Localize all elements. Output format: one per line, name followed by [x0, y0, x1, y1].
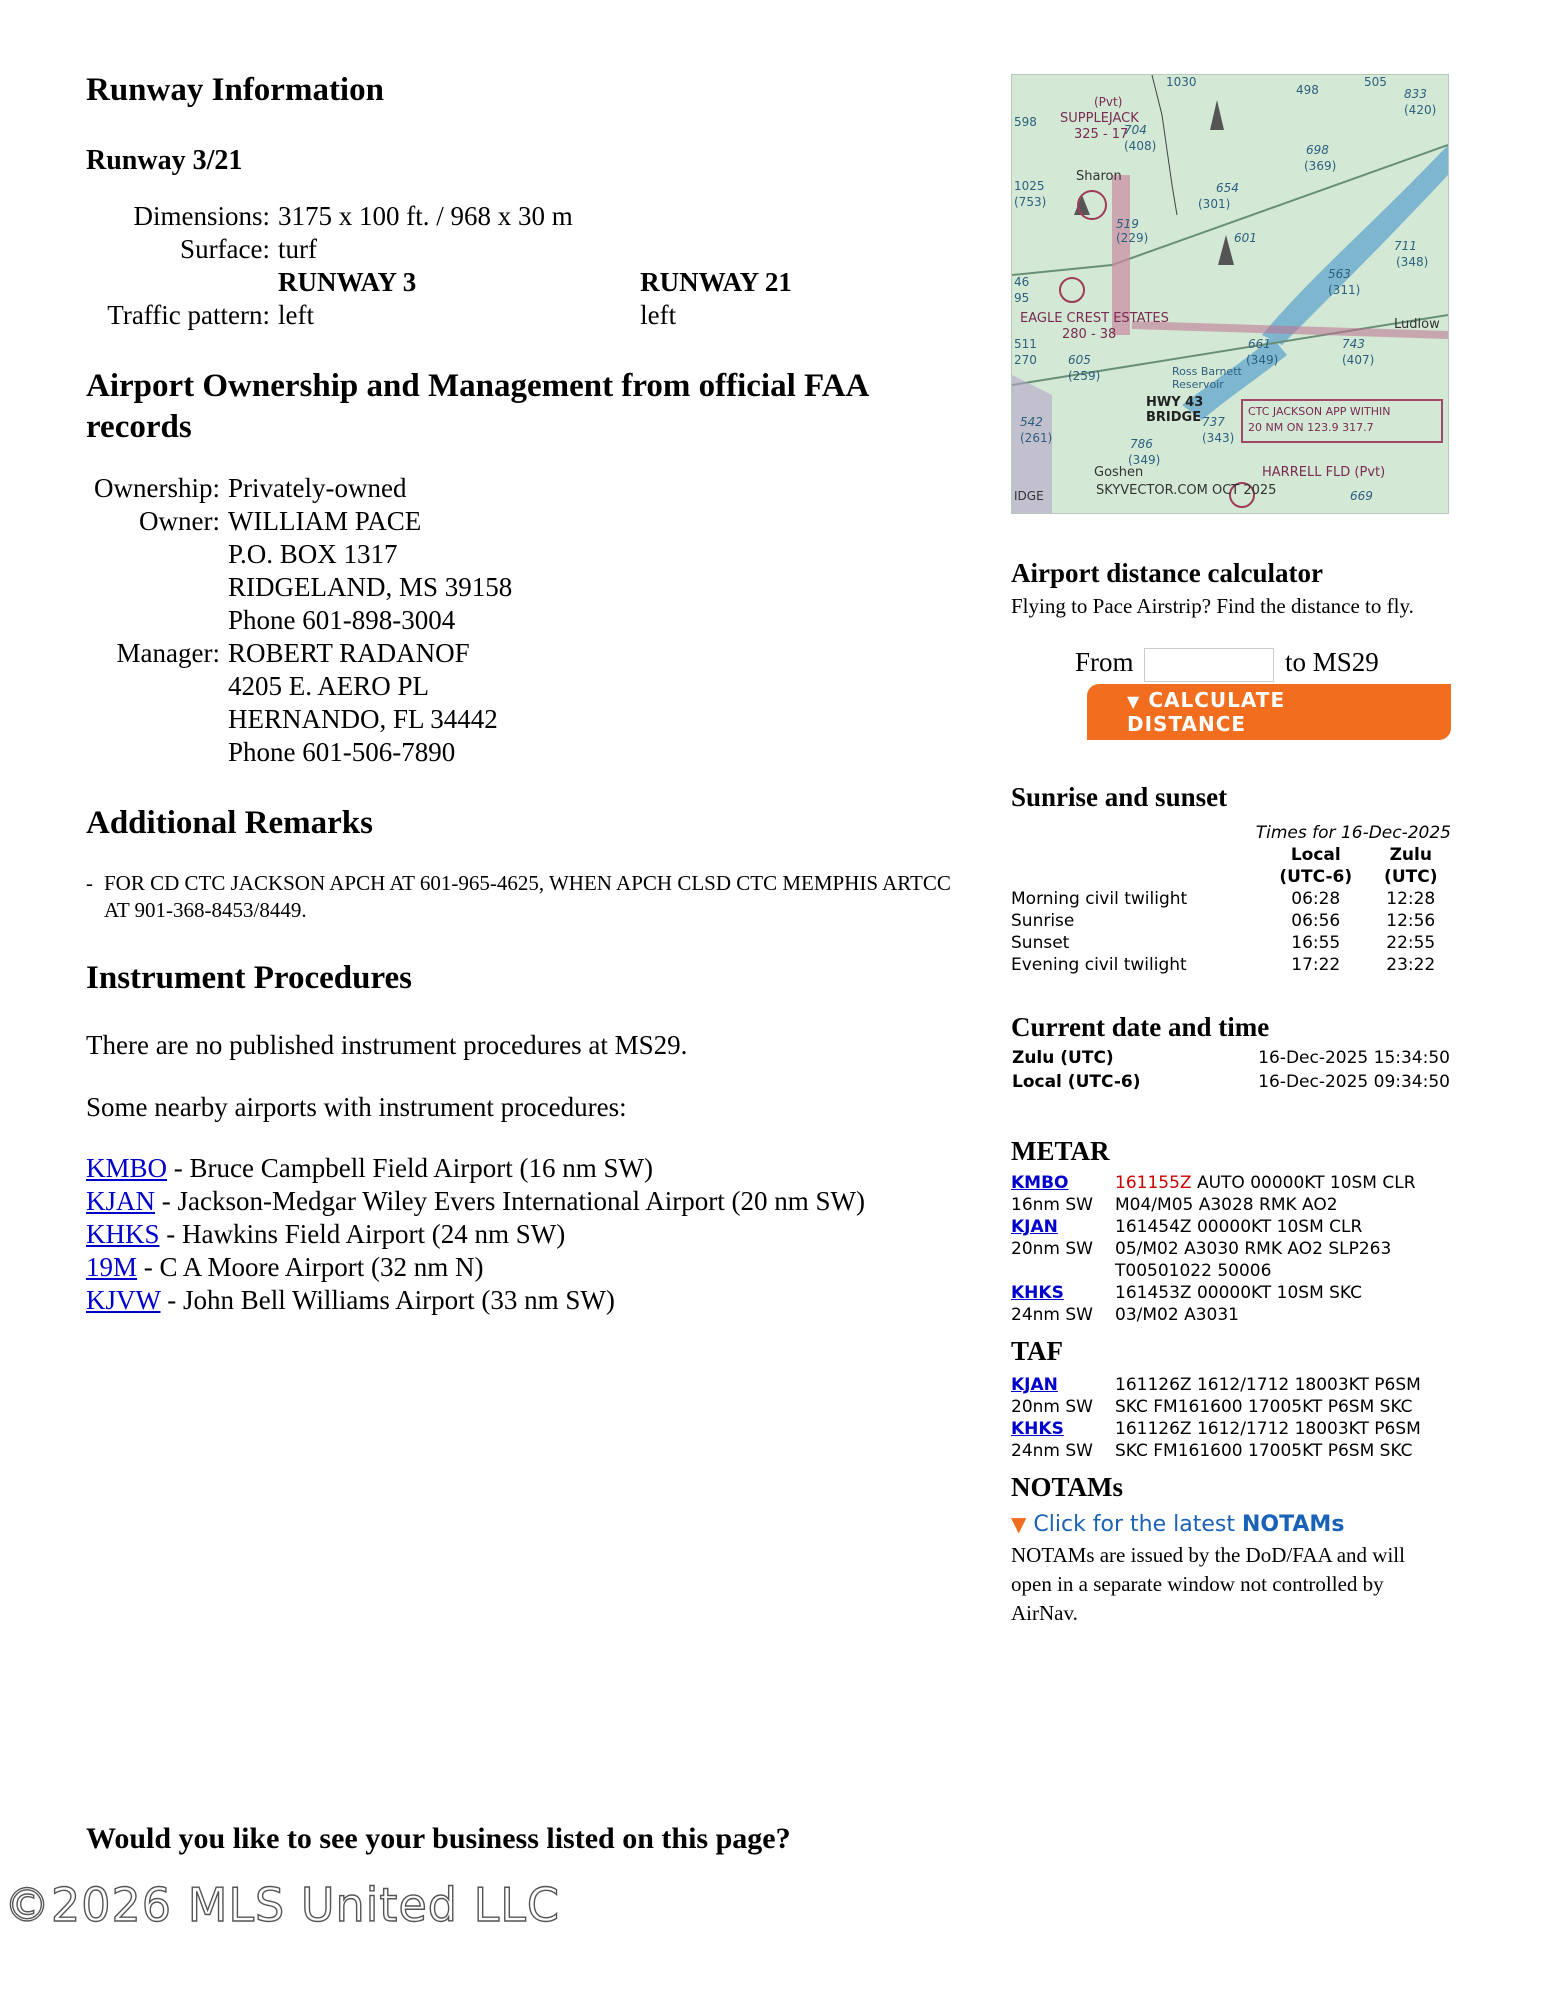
map-label: EAGLE CREST ESTATES [1020, 311, 1169, 326]
table-row: Zulu (UTC) 16-Dec-2025 15:34:50 [1012, 1047, 1450, 1068]
owner-address [228, 505, 986, 637]
surface-label: Surface: [180, 234, 270, 264]
runway-title: Runway 3/21 [86, 145, 243, 176]
owner-phone: Phone 601-898-3004 [228, 605, 456, 635]
map-label: HWY 43 BRIDGE [1146, 395, 1204, 425]
map-label: 280 - 38 [1062, 327, 1117, 342]
map-label: (Pvt) [1094, 95, 1123, 109]
calculator-title: Airport distance calculator [1011, 558, 1323, 588]
map-label: Goshen [1094, 465, 1144, 480]
sun-table [1011, 844, 1451, 976]
nearby-airports-text: Some nearby airports with instrument procedures: [86, 1092, 627, 1122]
map-label: CTC JACKSON APP WITHIN [1248, 405, 1391, 418]
map-label: Ross Barnett Reservoir [1172, 365, 1242, 391]
traffic-pattern-end1: left [278, 300, 314, 330]
airport-link-khks[interactable]: KHKS [86, 1219, 160, 1249]
from-airport-input[interactable] [1144, 648, 1274, 682]
manager-label: Manager: [116, 638, 220, 668]
remark-text: FOR CD CTC JACKSON APCH AT 601-965-4625, WHEN APCH CLSD CTC MEMPHIS ARTCC AT 901-368-8453/8449. [104, 871, 951, 922]
runway-end2-header: RUNWAY 21 [640, 267, 792, 297]
list-item: KMBO - Bruce Campbell Field Airport (16 nm SW) [86, 1153, 653, 1183]
col-zulu-tz: (UTC) [1384, 866, 1438, 887]
from-label: From [1075, 647, 1134, 677]
procedures-title: Instrument Procedures [86, 960, 413, 996]
runway-end1-header: RUNWAY 3 [278, 267, 417, 297]
col-local-tz: (UTC-6) [1279, 866, 1353, 887]
datetime-title: Current date and time [1011, 1011, 1270, 1042]
manager-line: HERNANDO, FL 34442 [228, 704, 498, 734]
table-row: Sunrise 06:56 12:56 [1011, 910, 1436, 931]
table-row: Sunset 16:55 22:55 [1011, 932, 1436, 953]
table-row: KHKS 24nm SW 161453Z 00000KT 10SM SKC 03/M02 A3031 [1011, 1282, 1363, 1325]
map-label: HARRELL FLD (Pvt) [1262, 465, 1386, 480]
traffic-pattern-label: Traffic pattern: [107, 300, 270, 330]
traffic-pattern-end2: left [640, 300, 677, 330]
funnel-icon: ▼ [1011, 1511, 1027, 1536]
notams-desc: NOTAMs are issued by the DoD/FAA and will open in a separate window not controlled by AirNav. [1011, 1542, 1405, 1625]
manager-line: 4205 E. AERO PL [228, 671, 430, 701]
manager-line: ROBERT RADANOF [228, 638, 470, 668]
left-column [86, 70, 986, 1317]
taf-table [1011, 1374, 1421, 1462]
map-label: Ludlow [1394, 317, 1440, 332]
map-label: 20 NM ON 123.9 317.7 [1248, 421, 1374, 434]
dimensions-value: 3175 x 100 ft. / 968 x 30 m [278, 201, 573, 231]
metar-link-khks[interactable]: KHKS [1011, 1282, 1064, 1303]
table-row: Morning civil twilight 06:28 12:28 [1011, 888, 1436, 909]
col-local: Local [1290, 844, 1341, 865]
remark-item: - FOR CD CTC JACKSON APCH AT 601-965-4625, WHEN APCH CLSD CTC MEMPHIS ARTCC AT 901-368-8453/8449. [86, 870, 976, 924]
owner-label: Owner: [139, 506, 220, 536]
calculator-desc: Flying to Pace Airstrip? Find the distance to fly. [1011, 594, 1414, 618]
owner-line: WILLIAM PACE [228, 506, 422, 536]
sun-title: Sunrise and sunset [1011, 781, 1228, 812]
manager-address [228, 637, 986, 769]
airport-link-19m[interactable]: 19M [86, 1252, 138, 1282]
col-zulu: Zulu [1389, 844, 1432, 865]
taf-link-kjan[interactable]: KJAN [1011, 1374, 1058, 1395]
map-label: 325 - 17 [1074, 127, 1129, 142]
list-item: KJAN - Jackson-Medgar Wiley Evers International Airport (20 nm SW) [86, 1186, 865, 1216]
metar-link-kmbo[interactable]: KMBO [1011, 1172, 1069, 1193]
ownership-label: Ownership: [94, 473, 220, 503]
runway-details [86, 200, 986, 332]
table-row: Evening civil twilight 17:22 23:22 [1011, 954, 1436, 975]
taf-title: TAF [1011, 1335, 1063, 1366]
airport-link-kmbo[interactable]: KMBO [86, 1153, 168, 1183]
table-row: KHKS 24nm SW 161126Z 1612/1712 18003KT P6SM SKC FM161600 17005KT P6SM SKC [1011, 1418, 1421, 1461]
map-watermark: SKYVECTOR.COM OCT 2025 [1096, 483, 1277, 498]
metar-time-red: 161155Z [1115, 1172, 1192, 1193]
airport-link-kjan[interactable]: KJAN [86, 1186, 156, 1216]
map-label: SUPPLEJACK [1060, 111, 1139, 126]
airport-link-kjvw[interactable]: KJVW [86, 1285, 161, 1315]
taf-link-khks[interactable]: KHKS [1011, 1418, 1064, 1439]
calculator-form [1011, 645, 1451, 682]
metar-link-kjan[interactable]: KJAN [1011, 1216, 1058, 1237]
list-item: KHKS - Hawkins Field Airport (24 nm SW) [86, 1219, 566, 1249]
notams-link[interactable]: ▼ Click for the latest NOTAMs [1011, 1511, 1345, 1537]
table-row: KJAN 20nm SW 161454Z 00000KT 10SM CLR 05/M02 A3030 RMK AO2 SLP263 T00501022 50006 [1011, 1216, 1392, 1281]
ownership-title: Airport Ownership and Management from official FAA records [86, 368, 868, 445]
metar-title: METAR [1011, 1135, 1110, 1166]
to-label: to MS29 [1285, 647, 1379, 677]
table-row: Local (UTC-6) 16-Dec-2025 09:34:50 [1012, 1071, 1450, 1092]
list-item: 19M - C A Moore Airport (32 nm N) [86, 1252, 484, 1282]
remarks-title: Additional Remarks [86, 805, 373, 841]
business-listing-title: Would you like to see your business listed on this page? [86, 1822, 791, 1855]
dimensions-label: Dimensions: [133, 201, 270, 231]
owner-line: RIDGELAND, MS 39158 [228, 572, 513, 602]
runway-section-title: Runway Information [86, 72, 384, 108]
map-label: Sharon [1076, 169, 1122, 184]
calculate-distance-button[interactable]: ▼ CALCULATE DISTANCE [1087, 684, 1451, 740]
surface-value: turf [278, 234, 317, 264]
right-column [1011, 74, 1451, 1628]
owner-line: P.O. BOX 1317 [228, 539, 398, 569]
no-procedures-text: There are no published instrument procedures at MS29. [86, 1030, 688, 1060]
table-row: KMBO 16nm SW 161155Z AUTO 00000KT 10SM CLR M04/M05 A3028 RMK AO2 [1011, 1172, 1416, 1215]
datetime-table [1011, 1046, 1451, 1094]
notams-title: NOTAMs [1011, 1471, 1123, 1502]
sun-times-for: Times for 16-Dec-2025 [1255, 822, 1451, 843]
metar-table [1011, 1172, 1416, 1326]
copyright-watermark: ©2026 MLS United LLC [4, 1878, 560, 1932]
ownership-details [86, 472, 986, 769]
table-row: KJAN 20nm SW 161126Z 1612/1712 18003KT P6SM SKC FM161600 17005KT P6SM SKC [1011, 1374, 1421, 1417]
manager-phone: Phone 601-506-7890 [228, 737, 456, 767]
nearby-airports-list [86, 1152, 986, 1317]
map-elevations: 1030 498 505 833 (420) 704 (408) 698 (369) 654 (301) 1025 (753) 519 (229) 601 711 (348) 563 (311) 661 (349) 743 (407) 605 (259) 542 (261) 786 (349) 737 (343) 669 598 511 270 46 95 IDGE [1014, 75, 1437, 503]
ownership-value: Privately-owned [228, 473, 407, 503]
funnel-icon: ▼ [1127, 691, 1141, 711]
sectional-chart-map[interactable] [1011, 74, 1449, 514]
list-item: KJVW - John Bell Williams Airport (33 nm SW) [86, 1285, 615, 1315]
